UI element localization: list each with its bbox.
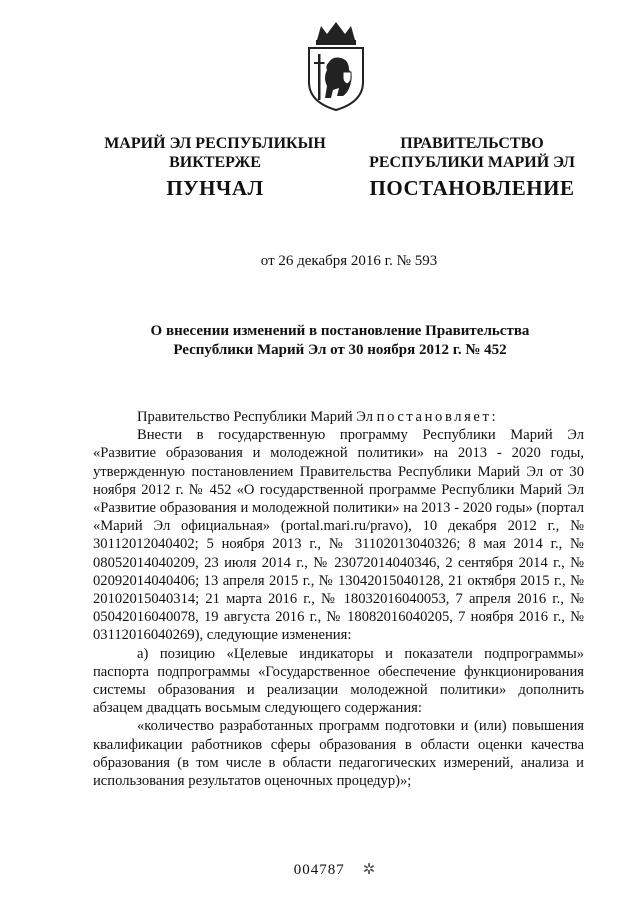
header-left-line2: ВИКТЕРЖЕ	[169, 154, 261, 171]
header-russian-name	[352, 134, 592, 172]
intro-subject: Правительство Республики Марий Эл	[137, 409, 377, 425]
decree-date-number: от 26 декабря 2016 г. № 593	[260, 253, 438, 269]
header-right-line2: РЕСПУБЛИКИ МАРИЙ ЭЛ	[369, 154, 575, 171]
document-serial-number: 004787	[293, 862, 345, 878]
decree-title-line1: О внесении изменений в постановление Правительства	[150, 323, 530, 339]
header-left-line1: МАРИЙ ЭЛ РЕСПУБЛИКЫН	[104, 135, 326, 152]
document-type-mari: ПУНЧАЛ	[166, 176, 264, 200]
crown-icon	[316, 22, 356, 45]
decree-title-line2: Республики Марий Эл от 30 ноября 2012 г. № 452	[173, 342, 507, 358]
page-footer	[0, 860, 640, 879]
header-mari-name	[95, 134, 335, 172]
decree-body	[93, 408, 584, 790]
paragraph-quote: «количество разработанных программ подготовки и (или) повышения квалификации работников сферы образования в области оценки качества образования (в том числе в области педагогических измерений, анализа и использования результатов оценочных процедур)»;	[93, 718, 584, 790]
footer-mark-icon: ✲	[362, 862, 377, 878]
intro-paragraph	[93, 408, 584, 426]
paragraph-amendments: Внести в государственную программу Республики Марий Эл «Развитие образования и молодежной политики» на 2013 - 2020 годы, утвержденную постановлением Правительства Республики Марий Эл от 30 ноября 2012 г. № 452 «О государственной программе Республики Марий Эл «Развитие образования и молодежной политики» на 2013 - 2020 годы» (портал «Марий Эл официальная» (portal.mari.ru/pravo), 10 декабря 2012 г., № 30112012040402; 5 ноября 2013 г., № 31102013040326; 8 мая 2014 г., № 08052014040209, 23 июля 2014 г., № 23072014040346, 2 сентября 2014 г., № 02092014040406; 13 апреля 2015 г., № 13042015040128, 21 октября 2015 г., № 20102015040314; 21 марта 2016 г., № 18032016040053, 7 апреля 2016 г., № 05042016040078, 19 августа 2016 г., № 18082016040205, 7 ноября 2016 г., № 03112016040269), следующие изменения:	[93, 427, 584, 644]
document-type-russian: ПОСТАНОВЛЕНИЕ	[369, 176, 575, 200]
paragraph-item-a: а) позицию «Целевые индикаторы и показатели подпрограммы» паспорта подпрограммы «Государственное обеспечение функционирования системы образования и реализации молодежной политики» дополнить абзацем двадцать восьмым следующего содержания:	[93, 645, 584, 717]
header-right-line1: ПРАВИТЕЛЬСТВО	[400, 135, 544, 152]
sword-icon	[318, 54, 321, 100]
coat-of-arms-emblem	[303, 18, 369, 114]
decree-title	[100, 322, 580, 360]
intro-verb: постановляет:	[376, 409, 499, 425]
